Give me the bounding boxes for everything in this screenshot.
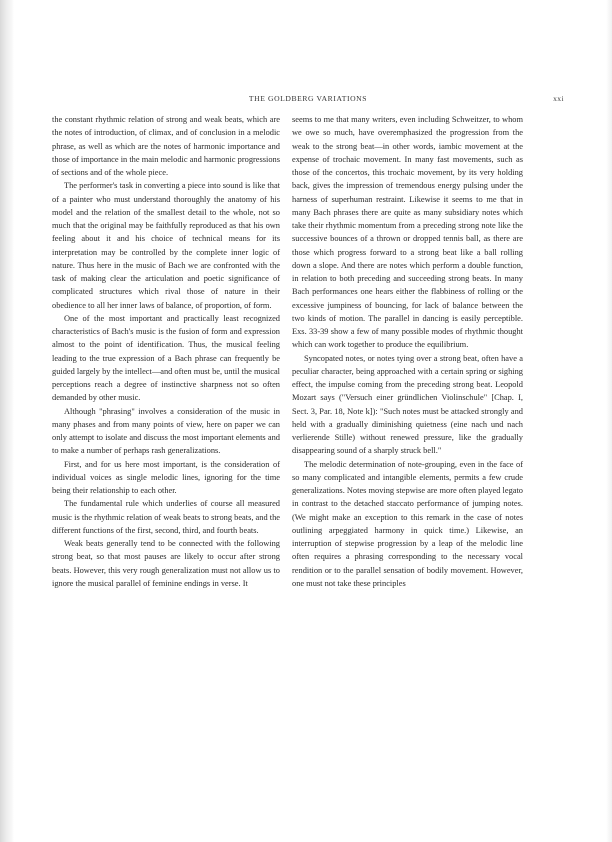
paragraph: Syncopated notes, or notes tying over a strong beat, often have a peculiar character, being approached with a certain spring or sighing effect, the impulse coming from the preceding strong beat. Leopold Mozart says ("Versuch einer gründlichen Violinschule" [Chap. I, Sect. 3, Par. 18, Note k]): "Such notes must be attacked strongly and held with a gradually diminishing quietness (eine nach und nach verlierende Stille) without renewed pressure, like the gradually disappearing sound of a sharply struck bell." [292,353,523,456]
paragraph: First, and for us here most important, is the consideration of individual voices as single melodic lines, ignoring for the time being their relationship to each other. [52,459,280,495]
paragraph: The performer's task in converting a piece into sound is like that of a painter who must understand thoroughly the anatomy of his model and the relation of the smallest detail to the whole, not so much that the original may be faithfully reproduced as that his own feeling about it and his choice of technical means for its interpretation may be controlled by the complete inner logic of nature. Thus here in the music of Bach we are confronted with the task of making clear the articulation and poetic significance of complicated structures which rival those of nature in their obedience to all her inner laws of balance, of proportion, of form. [52,181,280,310]
page-shadow-left [0,0,14,842]
paragraph: The fundamental rule which underlies of course all measured music is the rhythmic relation of weak beats to strong beats, and the different functions of the first, second, third, and fourth beats. [52,499,280,535]
paragraph: One of the most important and practically least recognized characteristics of Bach's music is the fusion of form and expression almost to the point of identification. Thus, the musical feeling leading to the true expression of a Bach phrase can frequently be guided largely by the intellect—and often must be, until the musical perceptions reach a degree of instinctive sharpness not so often demanded by other music. [52,313,281,403]
page-shadow-right [606,0,612,842]
paragraph: The melodic determination of note-grouping, even in the face of so many complicated and intangible elements, permits a few crude generalizations. Notes moving stepwise are more often played legato in contrast to the detached staccato performance of jumping notes. (We might make an exception to this remark in the case of notes outlining arpeggiated harmony in quick time.) Likewise, an interruption of stepwise progression by a leap of the melodic line often requires a phrasing corresponding to the necessary vocal rendition or to the parallel sensation of bodily movement. However, one must not take these principles [292,459,523,588]
right-column [292,113,523,590]
running-title: THE GOLDBERG VARIATIONS [248,94,368,103]
left-column [52,113,280,590]
running-head [52,94,564,106]
paragraph: the constant rhythmic relation of strong and weak beats, which are the notes of introduction, of climax, and of conclusion in a melodic phrase, as well as which are the notes of harmonic importance and those of importance in the main melodic and harmonic progressions of sections and of the whole piece. [52,115,280,177]
paragraph: Although "phrasing" involves a consideration of the music in many phases and from many points of view, here on paper we can only attempt to isolate and discuss the most important elements and to make a number of perhaps rash generalizations. [52,406,280,456]
page-number: xxi [553,94,564,103]
paragraph: seems to me that many writers, even including Schweitzer, to whom we owe so much, have overemphasized the progression from the weak to the strong beat—in other words, iambic movement at the expense of trochaic movement. In many fast movements, such as those of the concertos, this trochaic movement, by its very holding back, gives the impression of tremendous energy pulsing under the harness of superhuman restraint. Likewise it seems to me that in many Bach phrases there are quite as many subsidiary notes which take their rhythmic momentum from a preceding strong note like the successive bounces of a thrown or dropped tennis ball, as there are those which progress forward to a strong beat like a ball rolling down a slope. And there are notes which perform a double function, in relation to both preceding and succeeding strong beats. In many Bach performances one hears either the flabbiness of rolling or the excessive jumpiness of bouncing, for lack of balance between the two kinds of motion. The parallel in dancing is easily perceptible. Exs. 33-39 show a few of many possible modes of rhythmic thought which can work together to produce the equilibrium. [292,115,523,350]
paragraph: Weak beats generally tend to be connected with the following strong beat, so that most pauses are likely to occur after strong beats. However, this very rough generalization must not allow us to ignore the musical parallel of feminine endings in verse. It [52,539,280,588]
